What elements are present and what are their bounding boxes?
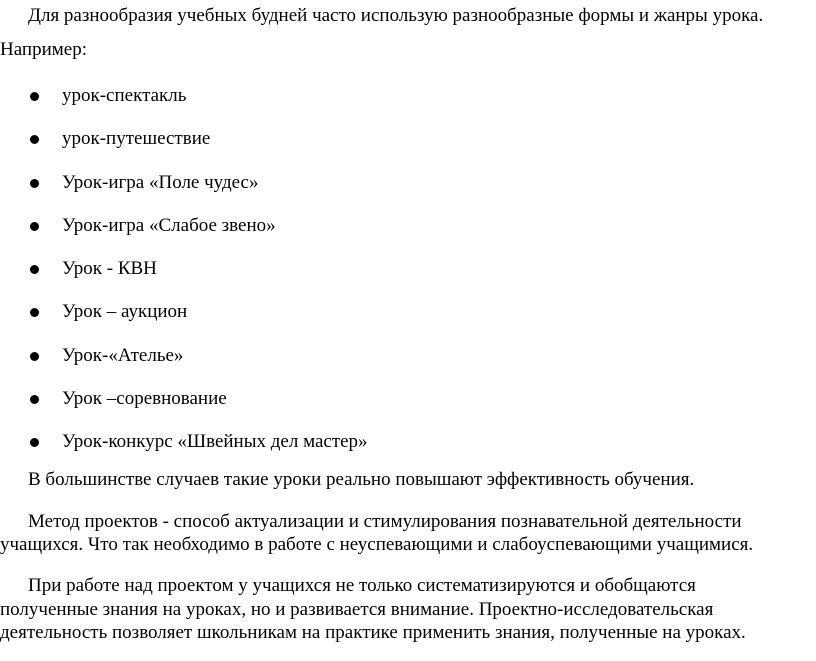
paragraph-3-line-3: деятельность позволяет школьникам на практике применить знания, полученные на уроках.	[0, 622, 746, 643]
list-item-text: Урок – аукцион	[62, 301, 188, 322]
paragraph-3-line-2: полученные знания на уроках, но и развивается внимание. Проектно-исследовательская	[0, 599, 714, 620]
bullet-icon	[30, 179, 39, 188]
list-item-text: Урок-игра «Поле чудес»	[62, 172, 259, 193]
intro-text-line-1: Для разнообразия учебных будней часто использую разнообразные формы и жанры урока.	[28, 5, 764, 26]
bullet-icon	[30, 92, 39, 101]
bullet-icon	[30, 265, 39, 274]
bullet-icon	[30, 135, 39, 144]
list-item-text: Урок - КВН	[62, 258, 157, 279]
bullet-icon	[30, 222, 39, 231]
paragraph-2-line-2: учащихся. Что так необходимо в работе с неуспевающими и слабоуспевающими учащимися.	[0, 534, 754, 555]
intro-text-line-2: Например:	[0, 39, 87, 60]
paragraph-1: В большинстве случаев такие уроки реально повышают эффективность обучения.	[28, 469, 695, 490]
bullet-icon	[30, 395, 39, 404]
list-item-text: Урок-«Ателье»	[62, 345, 184, 366]
paragraph-3-line-1: При работе над проектом у учащихся не только систематизируются и обобщаются	[28, 575, 696, 596]
paragraph-2-line-1: Метод проектов - способ актуализации и стимулирования познавательной деятельности	[28, 511, 742, 532]
list-item-text: Урок-игра «Слабое звено»	[62, 215, 276, 236]
list-item-text: Урок-конкурс «Швейных дел мастер»	[62, 431, 368, 452]
list-item-text: урок-спектакль	[62, 85, 187, 106]
bullet-icon	[30, 308, 39, 317]
list-item-text: Урок –соревнование	[62, 388, 227, 409]
list-item-text: урок-путешествие	[62, 128, 211, 149]
bullet-icon	[30, 352, 39, 361]
bullet-icon	[30, 438, 39, 447]
